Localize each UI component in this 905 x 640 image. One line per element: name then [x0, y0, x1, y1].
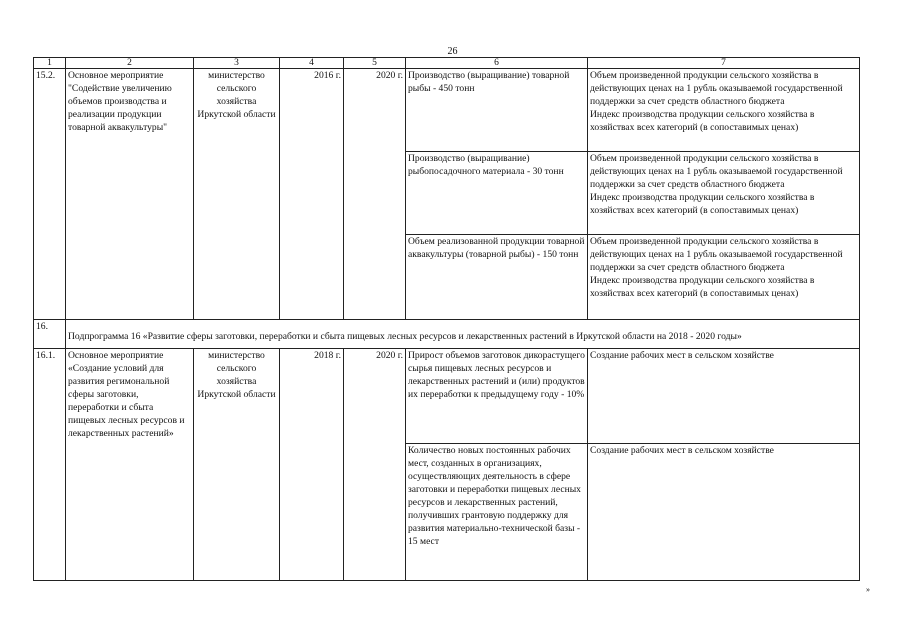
linked-indicator: Создание рабочих мест в сельском хозяйстве: [588, 444, 860, 581]
end-year: 2020 г.: [344, 349, 406, 581]
activity-name: Основное мероприятие «Создание условий для развития регимональной сферы заготовки, переработки и сбыта пищевых лесных ресурсов и лекарственных растений»: [66, 349, 194, 581]
indicator: Производство (выращивание) товарной рыбы - 450 тонн: [406, 69, 588, 152]
subprogram-row: [34, 320, 860, 349]
executor: министерство сельского хозяйства Иркутской области: [194, 349, 280, 581]
linked-indicator: Объем произведенной продукции сельского хозяйства в действующих ценах на 1 рубль оказываемой государственной поддержки за счет средств областного бюджета: [590, 236, 843, 273]
indicator: Производство (выращивание) рыбопосадочного материала - 30 тонн: [406, 152, 588, 235]
executor: министерство сельского хозяйства Иркутской области: [194, 69, 280, 320]
header-cell: 2: [66, 58, 194, 69]
linked-indicator: Индекс производства продукции сельского хозяйства в хозяйствах всех категорий (в сопоставимых ценах): [590, 109, 815, 133]
header-cell: 7: [588, 58, 860, 69]
linked-indicator: Индекс производства продукции сельского хозяйства в хозяйствах всех категорий (в сопоставимых ценах): [590, 275, 815, 299]
header-cell: 1: [34, 58, 66, 69]
linked-indicator: Объем произведенной продукции сельского хозяйства в действующих ценах на 1 рубль оказываемой государственной поддержки за счет средств областного бюджета: [590, 153, 843, 190]
scan-mark: »: [866, 585, 870, 594]
header-cell: 4: [280, 58, 344, 69]
row-number: 16.1.: [34, 349, 66, 581]
linked-indicators: [588, 69, 860, 152]
linked-indicators: [588, 235, 860, 320]
header-cell: 3: [194, 58, 280, 69]
linked-indicator: Объем произведенной продукции сельского хозяйства в действующих ценах на 1 рубль оказываемой государственной поддержки за счет средств областного бюджета: [590, 70, 843, 107]
activity-name: Основное мероприятие "Содействие увеличению объемов производства и реализации продукции товарной аквакультуры": [66, 69, 194, 320]
table-row: [34, 69, 860, 152]
start-year: 2016 г.: [280, 69, 344, 320]
subprogram-title: Подпрограмма 16 «Развитие сферы заготовки, переработки и сбыта пищевых лесных ресурсов и лекарственных растений в Иркутской области на 2018 - 2020 годы»: [66, 320, 860, 349]
header-cell: 5: [344, 58, 406, 69]
table-row: [34, 349, 860, 444]
start-year: 2018 г.: [280, 349, 344, 581]
page-number: 26: [447, 46, 458, 57]
indicator: Прирост объемов заготовок дикорастущего сырья пищевых лесных ресурсов и лекарственных растений и (или) продуктов их переработки к предыдущему году - 10%: [406, 349, 588, 444]
linked-indicator: Создание рабочих мест в сельском хозяйстве: [588, 349, 860, 444]
indicator: Объем реализованной продукции товарной аквакультуры (товарной рыбы) - 150 тонн: [406, 235, 588, 320]
row-number: 15.2.: [34, 69, 66, 320]
row-number: 16.: [34, 320, 66, 349]
header-row: [34, 58, 860, 69]
header-cell: 6: [406, 58, 588, 69]
activities-table: [33, 57, 860, 581]
indicator: Количество новых постоянных рабочих мест, созданных в организациях, осуществляющих деятельность в сфере заготовки и переработки пищевых лесных ресурсов и лекарственных растений, получивших грантовую поддержку для развития материально-технической базы - 15 мест: [406, 444, 588, 581]
linked-indicator: Индекс производства продукции сельского хозяйства в хозяйствах всех категорий (в сопоставимых ценах): [590, 192, 815, 216]
end-year: 2020 г.: [344, 69, 406, 320]
linked-indicators: [588, 152, 860, 235]
